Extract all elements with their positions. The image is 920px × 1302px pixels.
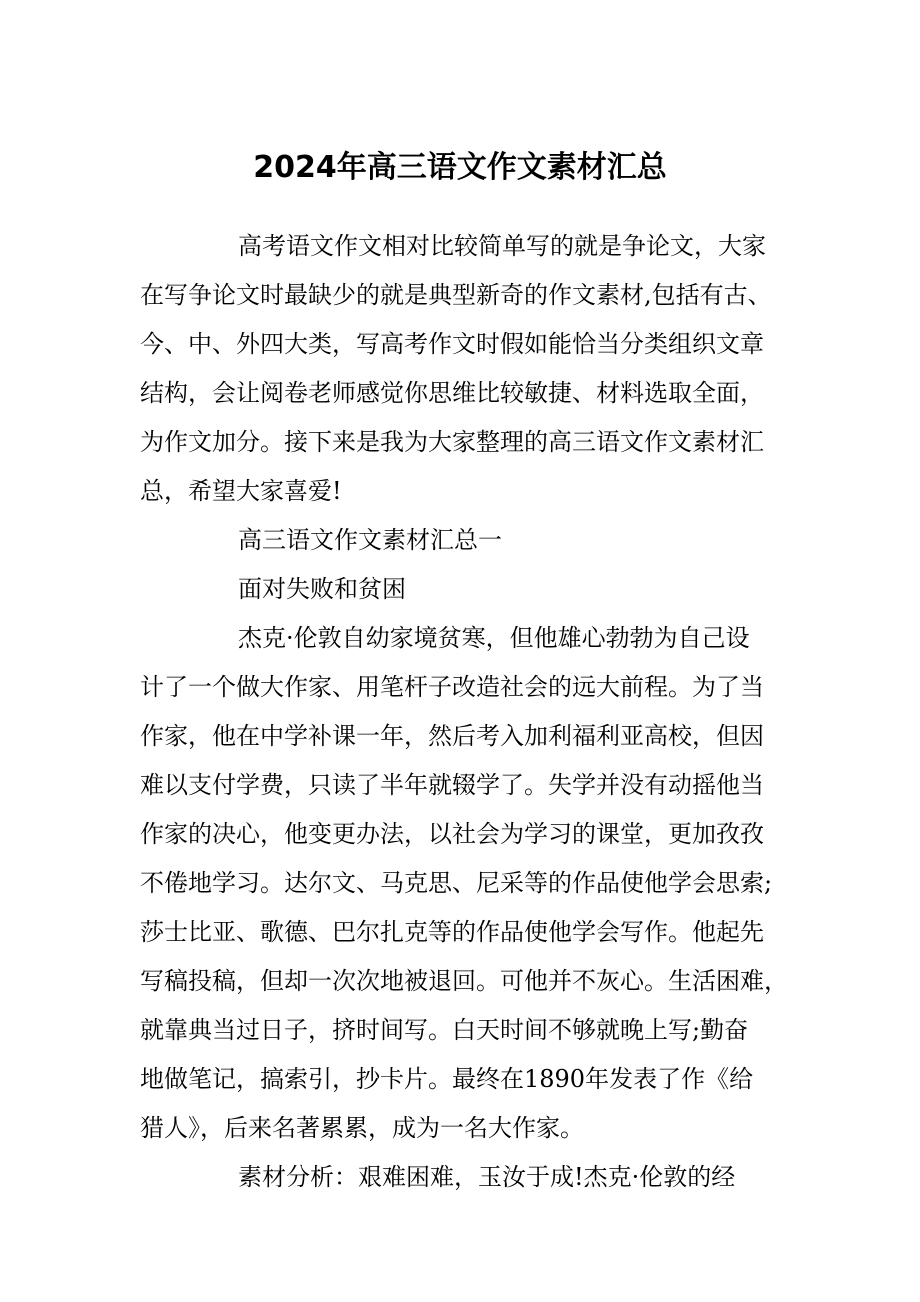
- text-line: 高考语文作文相对比较简单写的就是争论文，大家: [238, 232, 766, 260]
- text-line: 写稿投稿，但却一次次地被退回。可他并不灰心。生活困难，: [140, 967, 788, 995]
- text-line: 素材分析：艰难困难，玉汝于成!杰克·伦敦的经: [238, 1163, 736, 1191]
- text-line: 高三语文作文素材汇总一: [238, 526, 502, 554]
- text-line: 就靠典当过日子，挤时间写。白天时间不够就晚上写;勤奋: [140, 1016, 749, 1044]
- text-line: 不倦地学习。达尔文、马克思、尼采等的作品使他学会思索;: [140, 869, 773, 897]
- text-line: 计了一个做大作家、用笔杆子改造社会的远大前程。为了当: [140, 673, 764, 701]
- text-line: 今、中、外四大类，写高考作文时假如能恰当分类组织文章: [140, 330, 764, 358]
- text-line: 莎士比亚、歌德、巴尔扎克等的作品使他学会写作。他起先: [140, 918, 764, 946]
- text-line: 作家，他在中学补课一年，然后考入加利福利亚高校，但因: [140, 722, 764, 750]
- document-body: [140, 222, 788, 1202]
- text-line: 为作文加分。接下来是我为大家整理的高三语文作文素材汇: [140, 428, 764, 456]
- text-line: 难以支付学费，只读了半年就辍学了。失学并没有动摇他当: [140, 771, 764, 799]
- page-title: 2024年高三语文作文素材汇总: [253, 150, 667, 185]
- text-line: 杰克·伦敦自幼家境贫寒，但他雄心勃勃为自己设: [238, 624, 750, 652]
- text-line: 结构，会让阅卷老师感觉你思维比较敏捷、材料选取全面，: [140, 379, 764, 407]
- text-line: 总，希望大家喜爱!: [140, 477, 342, 505]
- text-line: 在写争论文时最缺少的就是典型新奇的作文素材,包括有古、: [140, 281, 772, 309]
- text-line: 面对失败和贫困: [238, 575, 406, 603]
- text-line: 作家的决心，他变更办法，以社会为学习的课堂，更加孜孜: [140, 820, 764, 848]
- text-line: 地做笔记，搞索引，抄卡片。最终在1890年发表了作《给: [140, 1065, 754, 1093]
- text-line: 猎人》，后来名著累累，成为一名大作家。: [140, 1114, 584, 1142]
